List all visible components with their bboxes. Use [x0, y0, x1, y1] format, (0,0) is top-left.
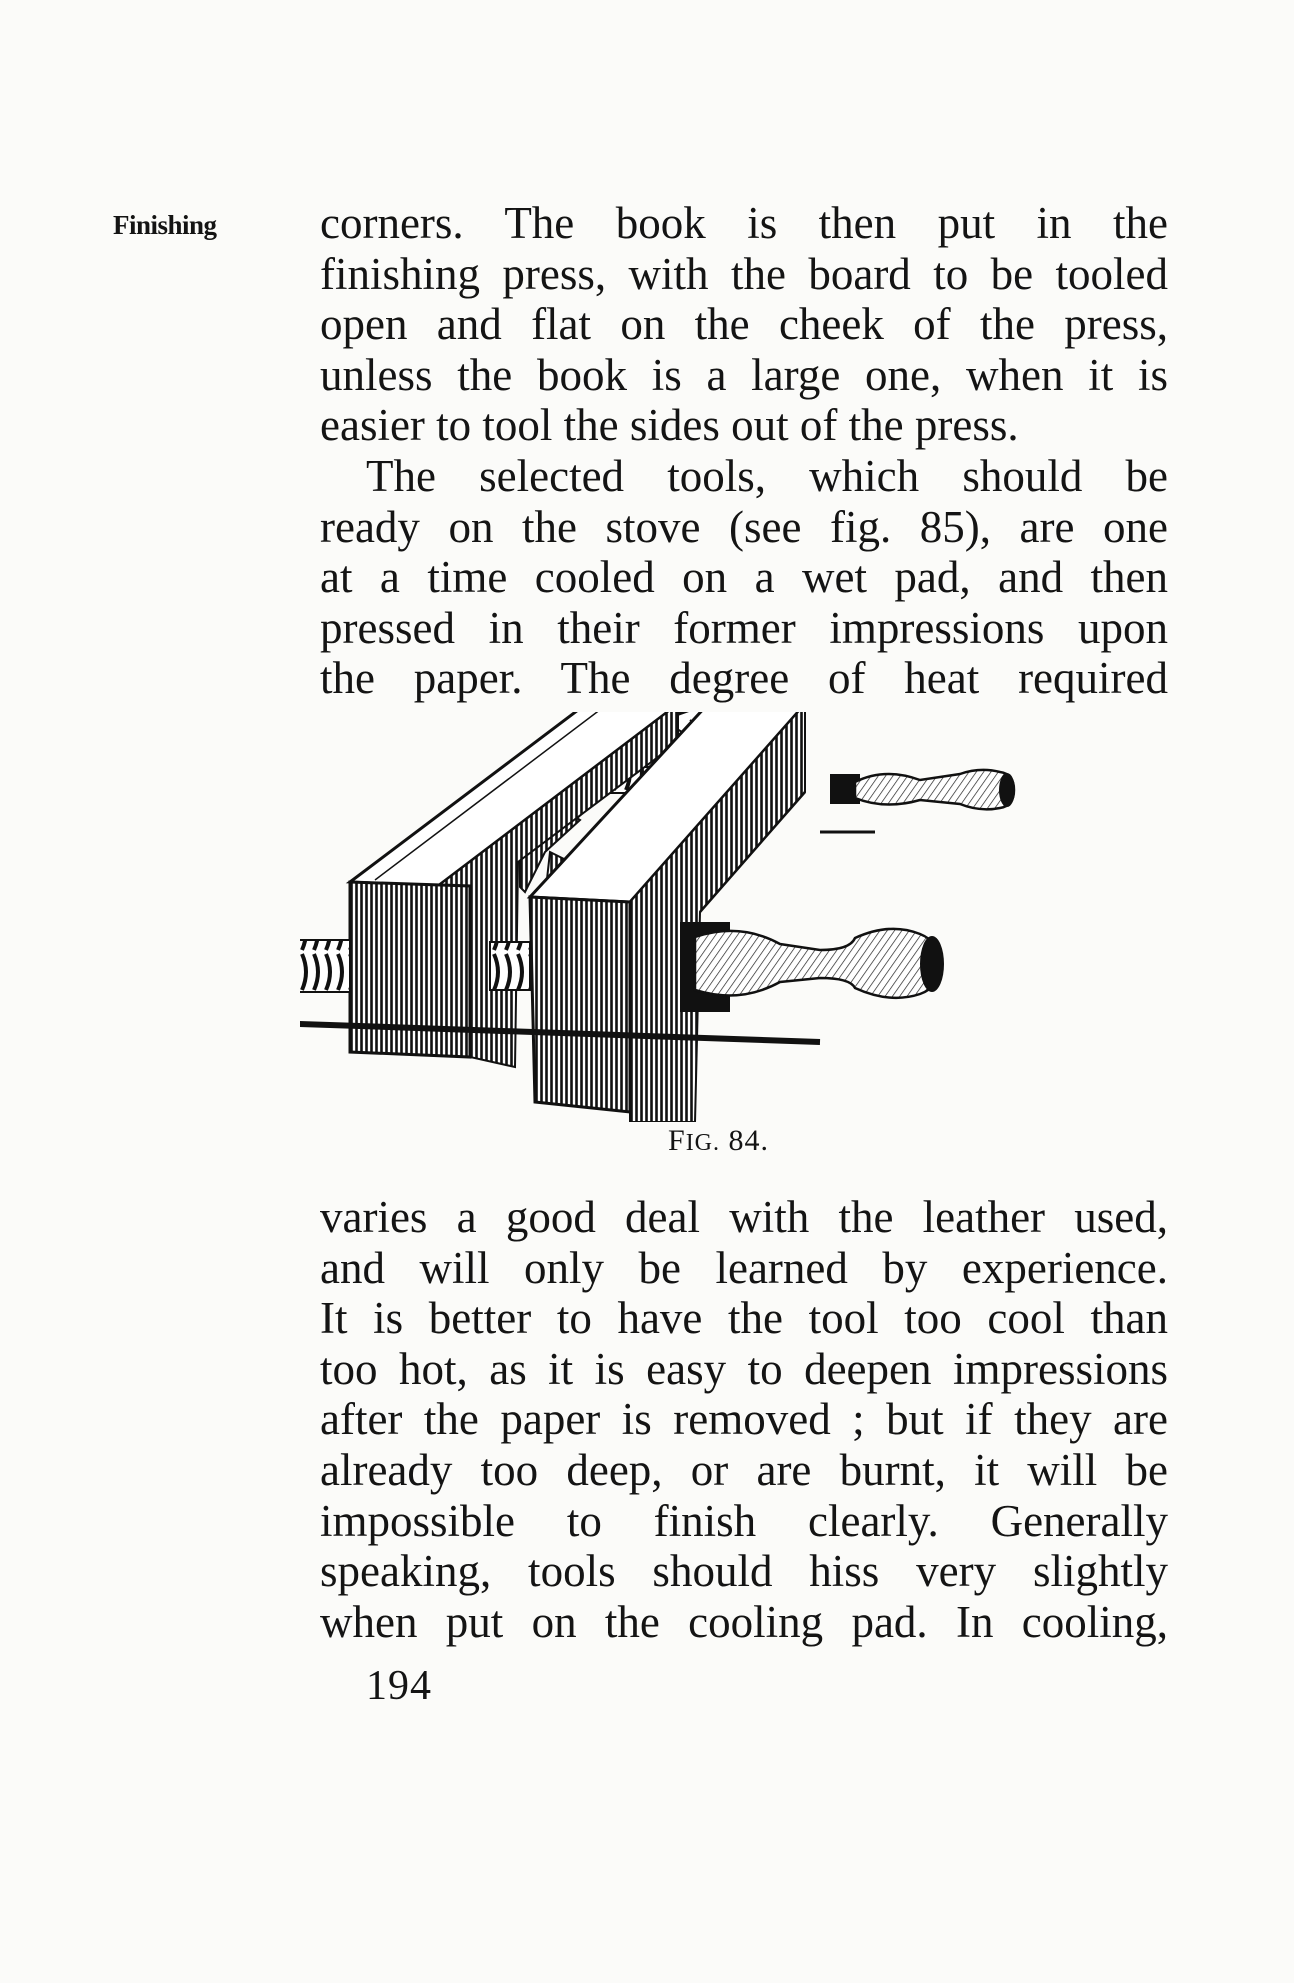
text-line: the paper. The degree of heat required	[320, 653, 1168, 704]
text-line: varies a good deal with the leather used,	[320, 1192, 1168, 1242]
figure-caption-smallcaps: IG.	[685, 1130, 721, 1156]
text-line: at a time cooled on a wet pad, and then	[320, 552, 1168, 603]
paragraph-bottom	[320, 1192, 1168, 1647]
rear-handle-icon	[820, 770, 1015, 832]
text-line: unless the book is a large one, when it is	[320, 349, 1168, 400]
text-line: finishing press, with the board to be tooled	[320, 248, 1168, 299]
text-line: and will only be learned by experience.	[320, 1242, 1168, 1293]
text-line: impossible to finish clearly. Generally	[320, 1495, 1168, 1546]
figure-caption-prefix: F	[668, 1124, 686, 1157]
text-line: ready on the stove (see fig. 85), are one	[320, 501, 1168, 552]
text-line: already too deep, or are burnt, it will be	[320, 1444, 1168, 1495]
front-handle-icon	[680, 922, 944, 1012]
figure-caption-number: 84.	[728, 1124, 770, 1157]
text-line: pressed in their former impressions upon	[320, 602, 1168, 653]
front-left-screw-icon	[300, 940, 350, 992]
figure-caption	[668, 1124, 769, 1158]
text-line: when put on the cooling pad. In cooling,	[320, 1596, 1168, 1647]
text-line: after the paper is removed ; but if they are	[320, 1394, 1168, 1445]
text-line: open and flat on the cheek of the press,	[320, 299, 1168, 350]
text-line: easier to tool the sides out of the press.	[320, 400, 1019, 451]
page-number: 194	[366, 1663, 432, 1709]
margin-note: Finishing	[113, 210, 217, 240]
text-line: The selected tools, which should be	[366, 450, 1168, 501]
text-line: too hot, as it is easy to deepen impressions	[320, 1343, 1168, 1394]
text-line: It is better to have the tool too cool than	[320, 1293, 1168, 1344]
text-line: corners. The book is then put in the	[320, 198, 1168, 248]
paragraph-top	[320, 198, 1168, 704]
front-middle-screw-icon	[490, 942, 530, 990]
text-line: speaking, tools should hiss very slightly	[320, 1546, 1168, 1597]
finishing-press-illustration	[300, 712, 1120, 1122]
